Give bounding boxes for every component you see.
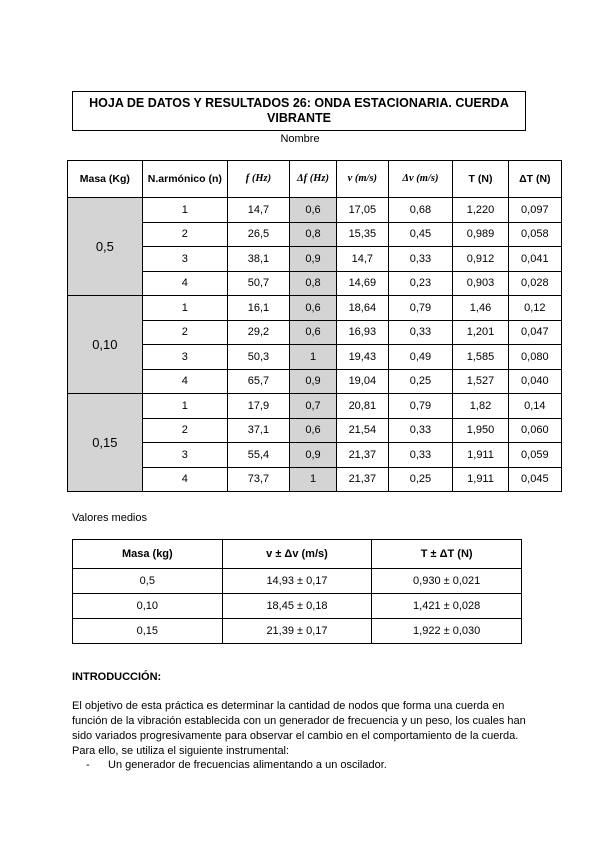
table-cell: 2	[142, 418, 227, 443]
table-cell: 55,4	[227, 443, 289, 468]
table-cell: 1	[142, 198, 227, 223]
table-cell: 3	[142, 345, 227, 370]
table-cell: 1,911	[453, 443, 508, 468]
table-cell: 14,69	[337, 271, 388, 296]
header-mass: Masa (Kg)	[68, 161, 143, 198]
header-velocity-error: Δv (m/s)	[388, 161, 453, 198]
table-cell: 15,35	[337, 222, 388, 247]
table-header-row	[68, 161, 562, 198]
bullet-dash: -	[86, 759, 90, 771]
table-cell: 14,93 ± 0,17	[222, 569, 372, 594]
table-cell: 0,041	[508, 247, 561, 272]
means-header-mass: Masa (kg)	[73, 540, 223, 569]
table-cell: 1,421 ± 0,028	[372, 594, 522, 619]
mass-cell: 0,5	[68, 198, 143, 296]
table-cell: 1,201	[453, 320, 508, 345]
intro-paragraph: El objetivo de esta práctica es determinar la cantidad de nodos que forma una cuerda en función de la vibración establecida con un generador de frecuencia y un peso, los cuales han sido variados progresivamente para observar el cambio en el comportamiento de la cuerda. Para ello, se utiliza el siguiente instrumental:	[72, 700, 526, 757]
table-cell: 0,045	[508, 467, 561, 492]
table-cell: 1,82	[453, 394, 508, 419]
table-cell: 0,68	[388, 198, 453, 223]
table-cell: 0,45	[388, 222, 453, 247]
table-cell: 0,060	[508, 418, 561, 443]
list-item	[86, 759, 387, 771]
table-row	[68, 320, 562, 345]
table-cell: 0,080	[508, 345, 561, 370]
table-cell: 21,54	[337, 418, 388, 443]
table-cell: 0,097	[508, 198, 561, 223]
table-cell: 0,25	[388, 467, 453, 492]
table-cell: 1	[142, 296, 227, 321]
table-cell: 0,33	[388, 443, 453, 468]
table-cell: 3	[142, 443, 227, 468]
table-cell: 0,6	[289, 418, 336, 443]
data-table-body	[68, 198, 562, 492]
intro-heading: INTRODUCCIÓN:	[72, 671, 162, 683]
table-cell: 1	[142, 394, 227, 419]
table-cell: 0,989	[453, 222, 508, 247]
table-cell: 1,46	[453, 296, 508, 321]
table-cell: 0,15	[73, 619, 223, 644]
header-harmonic: N.armónico (n)	[142, 161, 227, 198]
table-cell: 0,10	[73, 594, 223, 619]
table-cell: 1	[289, 345, 336, 370]
table-cell: 0,23	[388, 271, 453, 296]
table-row	[68, 222, 562, 247]
table-cell: 38,1	[227, 247, 289, 272]
table-cell: 1,911	[453, 467, 508, 492]
table-cell: 17,9	[227, 394, 289, 419]
table-cell: 0,028	[508, 271, 561, 296]
table-cell: 0,930 ± 0,021	[372, 569, 522, 594]
means-label: Valores medios	[72, 512, 147, 524]
table-cell: 65,7	[227, 369, 289, 394]
table-cell: 3	[142, 247, 227, 272]
table-cell: 73,7	[227, 467, 289, 492]
table-cell: 0,8	[289, 271, 336, 296]
table-row	[68, 467, 562, 492]
table-cell: 1,922 ± 0,030	[372, 619, 522, 644]
table-row	[68, 443, 562, 468]
table-cell: 2	[142, 222, 227, 247]
table-cell: 19,04	[337, 369, 388, 394]
table-cell: 16,93	[337, 320, 388, 345]
table-cell: 1	[289, 467, 336, 492]
table-cell: 18,45 ± 0,18	[222, 594, 372, 619]
table-cell: 20,81	[337, 394, 388, 419]
table-row	[73, 594, 522, 619]
table-cell: 4	[142, 369, 227, 394]
table-cell: 29,2	[227, 320, 289, 345]
table-cell: 0,8	[289, 222, 336, 247]
table-cell: 14,7	[227, 198, 289, 223]
table-row	[73, 619, 522, 644]
data-table	[67, 160, 562, 492]
table-cell: 0,047	[508, 320, 561, 345]
mass-cell: 0,10	[68, 296, 143, 394]
mass-cell: 0,15	[68, 394, 143, 492]
table-cell: 0,79	[388, 394, 453, 419]
header-tension-error: ΔT (N)	[508, 161, 561, 198]
table-cell: 0,6	[289, 320, 336, 345]
table-row	[68, 345, 562, 370]
table-row	[68, 296, 562, 321]
table-cell: 1,585	[453, 345, 508, 370]
table-row	[68, 418, 562, 443]
table-cell: 1,220	[453, 198, 508, 223]
means-table	[72, 539, 522, 644]
table-cell: 4	[142, 467, 227, 492]
table-cell: 2	[142, 320, 227, 345]
table-cell: 21,39 ± 0,17	[222, 619, 372, 644]
header-frequency: f (Hz)	[227, 161, 289, 198]
table-cell: 50,7	[227, 271, 289, 296]
table-cell: 21,37	[337, 467, 388, 492]
table-cell: 0,903	[453, 271, 508, 296]
table-cell: 37,1	[227, 418, 289, 443]
means-header-tension: T ± ΔT (N)	[372, 540, 522, 569]
table-cell: 4	[142, 271, 227, 296]
header-tension: T (N)	[453, 161, 508, 198]
table-cell: 0,49	[388, 345, 453, 370]
table-cell: 19,43	[337, 345, 388, 370]
table-cell: 0,7	[289, 394, 336, 419]
table-cell: 17,05	[337, 198, 388, 223]
header-velocity: v (m/s)	[337, 161, 388, 198]
table-cell: 0,33	[388, 320, 453, 345]
table-cell: 0,33	[388, 418, 453, 443]
table-cell: 50,3	[227, 345, 289, 370]
table-row	[73, 569, 522, 594]
table-row	[68, 271, 562, 296]
table-cell: 0,058	[508, 222, 561, 247]
page-title: HOJA DE DATOS Y RESULTADOS 26: ONDA ESTACIONARIA. CUERDA VIBRANTE	[72, 91, 526, 131]
table-row	[68, 247, 562, 272]
name-label: Nombre	[280, 133, 320, 145]
table-cell: 0,25	[388, 369, 453, 394]
table-cell: 1,950	[453, 418, 508, 443]
table-cell: 0,6	[289, 296, 336, 321]
table-cell: 21,37	[337, 443, 388, 468]
table-cell: 0,040	[508, 369, 561, 394]
table-cell: 0,059	[508, 443, 561, 468]
table-cell: 0,33	[388, 247, 453, 272]
table-cell: 0,12	[508, 296, 561, 321]
table-cell: 0,6	[289, 198, 336, 223]
table-cell: 0,79	[388, 296, 453, 321]
header-frequency-error: Δf (Hz)	[289, 161, 336, 198]
table-cell: 26,5	[227, 222, 289, 247]
table-cell: 18,64	[337, 296, 388, 321]
table-cell: 0,912	[453, 247, 508, 272]
table-cell: 0,9	[289, 247, 336, 272]
bullet-text: Un generador de frecuencias alimentando a un oscilador.	[108, 759, 387, 771]
table-row	[68, 369, 562, 394]
table-cell: 16,1	[227, 296, 289, 321]
table-cell: 0,9	[289, 369, 336, 394]
means-header-row	[73, 540, 522, 569]
table-cell: 0,5	[73, 569, 223, 594]
table-cell: 14,7	[337, 247, 388, 272]
table-cell: 1,527	[453, 369, 508, 394]
means-table-body	[73, 569, 522, 644]
means-header-velocity: v ± Δv (m/s)	[222, 540, 372, 569]
table-row	[68, 198, 562, 223]
table-cell: 0,14	[508, 394, 561, 419]
table-cell: 0,9	[289, 443, 336, 468]
table-row	[68, 394, 562, 419]
